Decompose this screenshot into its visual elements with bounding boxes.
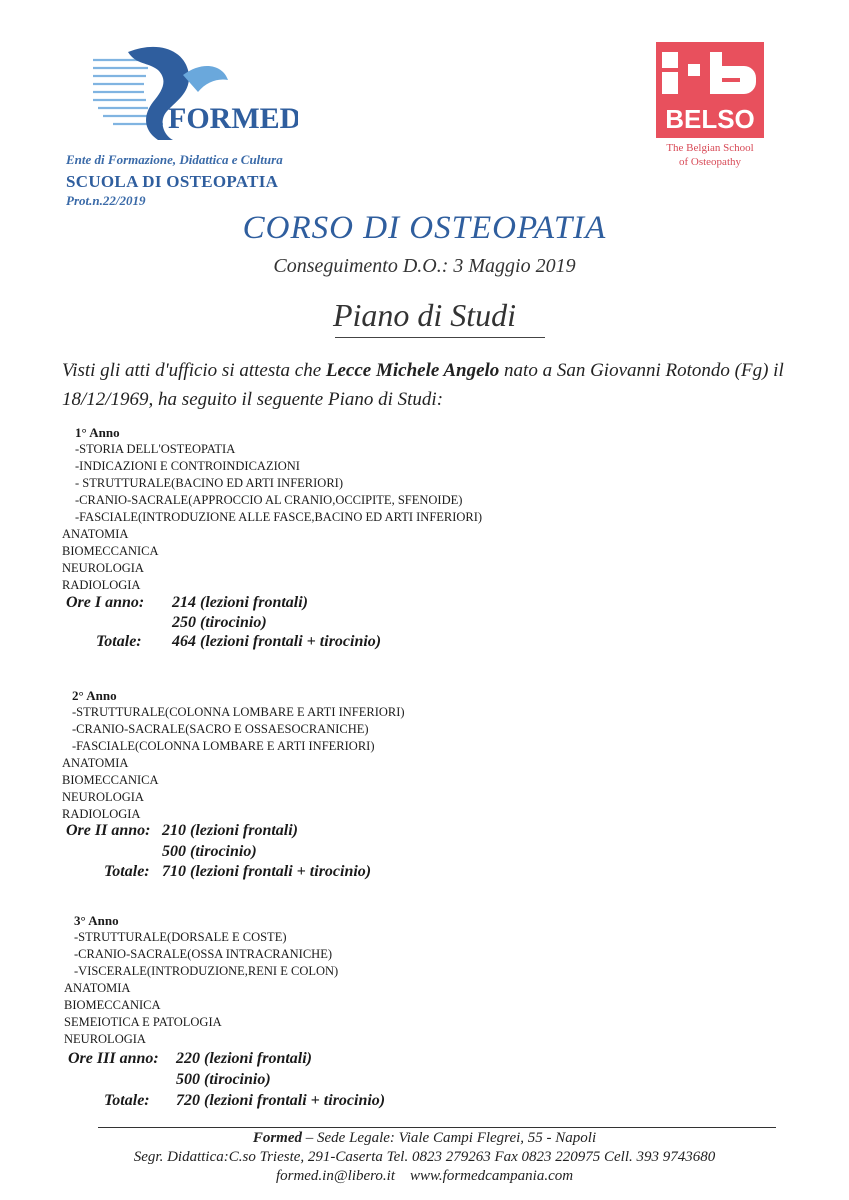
subject: RADIOLOGIA xyxy=(62,578,141,592)
footer-email[interactable]: formed.in@libero.it xyxy=(275,1168,396,1184)
list-item: -INDICAZIONI E CONTROINDICAZIONI xyxy=(75,459,300,473)
belso-logo-text: BELSO xyxy=(665,104,755,134)
hours-label: Ore I anno: xyxy=(66,594,145,611)
subject: NEUROLOGIA xyxy=(62,790,144,804)
subject: BIOMECCANICA xyxy=(64,998,161,1012)
intro-paragraph xyxy=(62,356,802,414)
list-item: -STRUTTURALE(COLONNA LOMBARE E ARTI INFERIORI) xyxy=(72,705,405,719)
footer-divider xyxy=(98,1127,776,1128)
hours-frontal: 210 (lezioni frontali) xyxy=(162,822,299,839)
hours-frontal: 220 (lezioni frontali) xyxy=(176,1050,313,1067)
footer-line-1 xyxy=(0,1130,849,1147)
total-hours: 464 (lezioni frontali + tirocinio) xyxy=(172,633,382,650)
list-item: -CRANIO-SACRALE(OSSA INTRACRANICHE) xyxy=(74,947,332,961)
year-title: 1° Anno xyxy=(75,425,120,440)
list-item: -CRANIO-SACRALE(SACRO E OSSAESOCRANICHE) xyxy=(72,722,369,736)
student-name: Lecce Michele Angelo xyxy=(325,360,500,381)
subject: NEUROLOGIA xyxy=(64,1032,146,1046)
subject: BIOMECCANICA xyxy=(62,544,159,558)
year-1-block xyxy=(62,425,482,594)
belso-sub-line1: The Belgian School xyxy=(666,142,754,154)
year-title: 2° Anno xyxy=(72,688,117,703)
hours-internship: 500 (tirocinio) xyxy=(162,843,257,860)
list-item: -FASCIALE(INTRODUZIONE ALLE FASCE,BACINO ED ARTI INFERIORI) xyxy=(75,510,483,524)
total-hours: 720 (lezioni frontali + tirocinio) xyxy=(176,1092,386,1109)
hours-internship: 250 (tirocinio) xyxy=(172,614,267,631)
list-item: -STRUTTURALE(DORSALE E COSTE) xyxy=(74,930,287,944)
hours-label: Ore II anno: xyxy=(66,822,151,839)
formed-tagline: Ente di Formazione, Didattica e Cultura xyxy=(66,152,283,167)
footer-line-3 xyxy=(0,1168,849,1185)
footer-website[interactable]: www.formedcampania.com xyxy=(410,1168,574,1184)
total-label: Totale: xyxy=(96,633,142,650)
school-name: SCUOLA DI OSTEOPATIA xyxy=(66,172,279,191)
subject: NEUROLOGIA xyxy=(62,561,144,575)
total-label: Totale: xyxy=(104,863,150,880)
footer-address: – Sede Legale: Viale Campi Flegrei, 55 - Napoli xyxy=(302,1130,597,1146)
belso-subtitle xyxy=(640,141,780,169)
protocol-number: Prot.n.22/2019 xyxy=(66,193,146,208)
heading-underline xyxy=(335,337,545,338)
subject: BIOMECCANICA xyxy=(62,773,159,787)
study-plan-heading: Piano di Studi xyxy=(332,297,517,333)
subject: RADIOLOGIA xyxy=(62,807,141,821)
list-item: -STORIA DELL'OSTEOPATIA xyxy=(75,442,236,456)
intro-before: Visti gli atti d'ufficio si attesta che xyxy=(62,360,326,381)
year-title: 3° Anno xyxy=(74,913,119,928)
subject: SEMEIOTICA E PATOLOGIA xyxy=(64,1015,222,1029)
list-item: -CRANIO-SACRALE(APPROCCIO AL CRANIO,OCCIPITE, SFENOIDE) xyxy=(75,493,463,507)
formed-logo-text: FORMED xyxy=(168,102,298,135)
list-item: - STRUTTURALE(BACINO ED ARTI INFERIORI) xyxy=(75,476,343,490)
total-hours: 710 (lezioni frontali + tirocinio) xyxy=(162,863,372,880)
hours-frontal: 214 (lezioni frontali) xyxy=(172,594,309,611)
footer-brand: Formed xyxy=(252,1130,303,1146)
list-item: -FASCIALE(COLONNA LOMBARE E ARTI INFERIORI) xyxy=(72,739,375,753)
subject: ANATOMIA xyxy=(62,756,129,770)
hours-internship: 500 (tirocinio) xyxy=(176,1071,271,1088)
year-3-block xyxy=(64,913,338,1048)
subject: ANATOMIA xyxy=(62,527,129,541)
belso-sub-line2: of Osteopathy xyxy=(678,156,741,168)
list-item: -VISCERALE(INTRODUZIONE,RENI E COLON) xyxy=(74,964,339,978)
belso-logo xyxy=(656,42,764,138)
course-title: CORSO DI OSTEOPATIA xyxy=(242,210,607,246)
year-2-block xyxy=(62,688,405,823)
hours-label: Ore III anno: xyxy=(68,1050,159,1067)
subject: ANATOMIA xyxy=(64,981,131,995)
intro-after: nato a San Giovanni Rotondo (Fg) il 18/12/1969, ha seguito il seguente Piano di Studi: xyxy=(62,360,784,410)
total-label: Totale: xyxy=(104,1092,150,1109)
formed-logo xyxy=(88,40,298,145)
course-subtitle: Conseguimento D.O.: 3 Maggio 2019 xyxy=(273,255,576,277)
footer-line-2: Segr. Didattica:C.so Trieste, 291-Caserta Tel. 0823 279263 Fax 0823 220975 Cell. 393 9743680 xyxy=(133,1149,716,1165)
